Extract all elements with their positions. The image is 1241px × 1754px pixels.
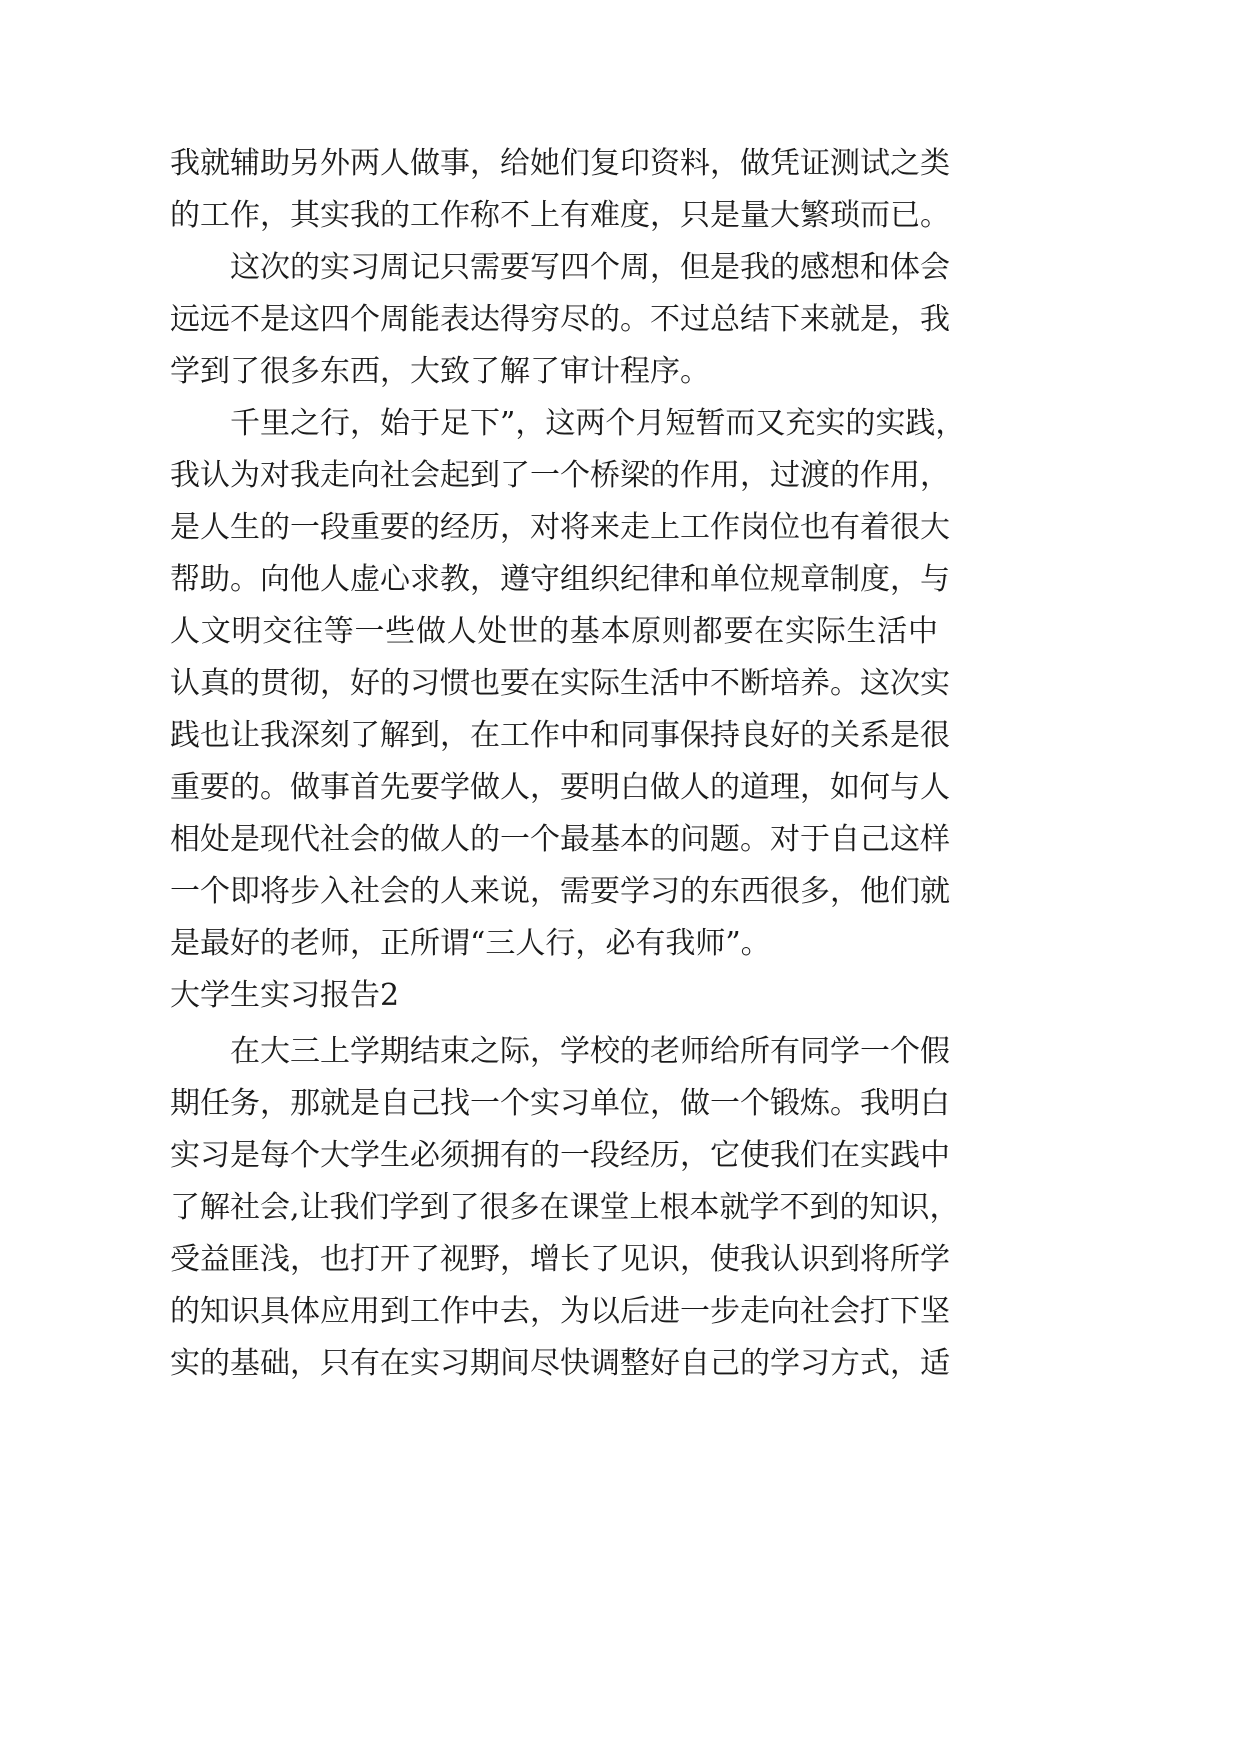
text-line [0, 502, 1104, 554]
text-line [0, 242, 1104, 294]
text-line [0, 762, 1104, 814]
line-text: 实的基础，只有在实习期间尽快调整好自己的学习方式，适 [170, 1346, 950, 1381]
text-line [0, 1234, 1104, 1286]
text-line [0, 606, 1104, 658]
text-line [0, 1130, 1104, 1182]
line-text: 人文明交往等一些做人处世的基本原则都要在实际生活中 [170, 614, 938, 649]
text-line [0, 814, 1104, 866]
text-line [0, 190, 1104, 242]
text-line [0, 1078, 1104, 1130]
text-line [0, 658, 1104, 710]
text-line [0, 450, 1104, 502]
line-text: 是人生的一段重要的经历，对将来走上工作岗位也有着很大 [170, 510, 950, 545]
text-line [0, 554, 1104, 606]
line-text: 相处是现代社会的做人的一个最基本的问题。对于自己这样 [170, 822, 950, 857]
line-text: 一个即将步入社会的人来说，需要学习的东西很多，他们就 [170, 874, 950, 909]
line-text: 践也让我深刻了解到，在工作中和同事保持良好的关系是很 [170, 718, 950, 753]
line-text: 学到了很多东西，大致了解了审计程序。 [170, 354, 710, 389]
line-text: 实习是每个大学生必须拥有的一段经历，它使我们在实践中 [170, 1138, 950, 1173]
line-text: 的知识具体应用到工作中去，为以后进一步走向社会打下坚 [170, 1294, 950, 1329]
line-text: 重要的。做事首先要学做人，要明白做人的道理，如何与人 [170, 770, 950, 805]
text-line [0, 1026, 1104, 1078]
line-text: 帮助。向他人虚心求教，遵守组织纪律和单位规章制度，与 [170, 562, 950, 597]
text-line [0, 346, 1104, 398]
text-line [0, 1286, 1104, 1338]
line-text: 远远不是这四个周能表达得穷尽的。不过总结下来就是，我 [170, 302, 950, 337]
line-text: 在大三上学期结束之际，学校的老师给所有同学一个假 [230, 1034, 950, 1069]
line-text: 期任务，那就是自己找一个实习单位，做一个锻炼。我明白 [170, 1086, 950, 1121]
text-line [0, 710, 1104, 762]
line-text: 是最好的老师，正所谓“三人行，必有我师”。 [170, 926, 771, 961]
text-line [0, 294, 1104, 346]
line-text: 了解社会,让我们学到了很多在课堂上根本就学不到的知识， [170, 1190, 960, 1225]
line-text: 认真的贯彻，好的习惯也要在实际生活中不断培养。这次实 [170, 666, 950, 701]
text-line [0, 866, 1104, 918]
line-text: 我认为对我走向社会起到了一个桥梁的作用，过渡的作用， [170, 458, 950, 493]
text-line [0, 918, 1104, 970]
text-line [0, 1338, 1104, 1390]
section-heading [0, 970, 1104, 1022]
line-text: 千里之行，始于足下”，这两个月短暂而又充实的实践， [230, 406, 966, 441]
line-text: 的工作，其实我的工作称不上有难度，只是量大繁琐而已。 [170, 198, 950, 233]
line-text: 我就辅助另外两人做事，给她们复印资料，做凭证测试之类 [170, 146, 950, 181]
heading-text: 大学生实习报告2 [170, 978, 400, 1013]
text-line [0, 1182, 1104, 1234]
text-line [0, 138, 1104, 190]
line-text: 受益匪浅，也打开了视野，增长了见识，使我认识到将所学 [170, 1242, 950, 1277]
text-line [0, 398, 1104, 450]
line-text: 这次的实习周记只需要写四个周，但是我的感想和体会 [230, 250, 950, 285]
